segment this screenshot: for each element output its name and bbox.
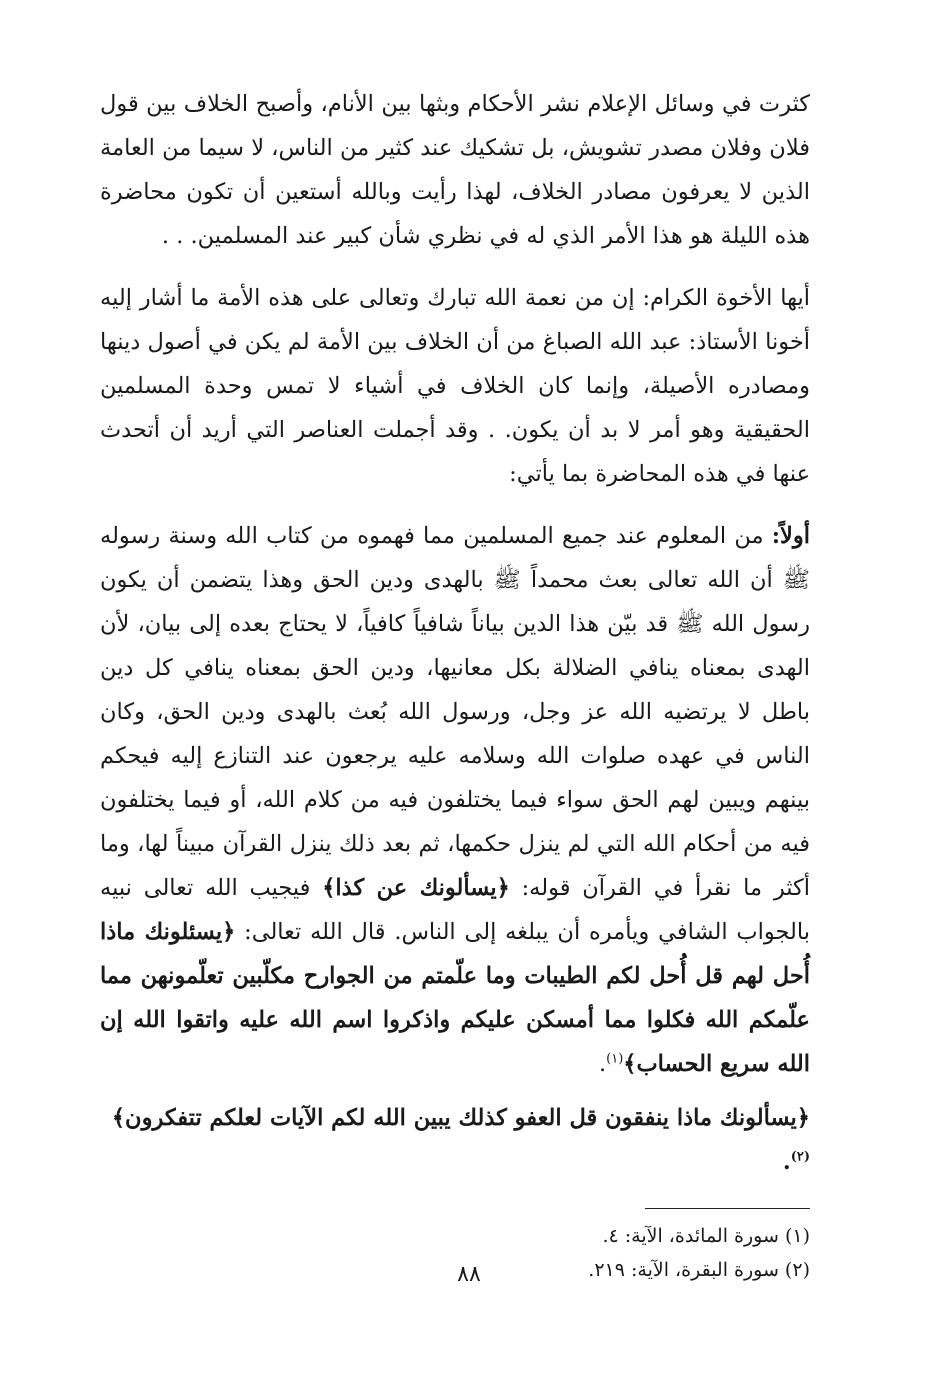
quran-quote-short: ﴿يسألونك عن كذا﴾ <box>322 875 510 901</box>
quran-quote-baqarah-text: ﴿يسألونك ماذا ينفقون قل العفو كذلك يبين الله لكم الآيات لعلكم تتفكرون﴾ <box>111 1105 810 1131</box>
verse-end: . <box>782 1149 791 1175</box>
quran-quote-maidah: ﴿يسئلونك ماذا أُحل لهم قل أُحل لكم الطيبات وما علّمتم من الجوارح مكلّبين تعلّمونهن مما علّمكم الله فكلوا مما أمسكن عليكم واذكروا اسم الله عليه واتقوا الله إن الله سريع الحساب﴾ <box>100 919 810 1077</box>
footnote-ref-2: (٢) <box>790 1149 810 1165</box>
page-number: ٨٨ <box>457 1262 481 1287</box>
paragraph-address-text: أيها الأخوة الكرام: إن من نعمة الله تبارك وتعالى على هذه الأمة ما أشار إليه أخونا الأستاذ: عبد الله الصباغ من أن الخلاف بين الأمة لم يكن في أصول دينها ومصادره الأصيلة، وإنما كان الخلاف في أشياء لا تمس وحدة المسلمين الحقيقية وهو أمر لا بد أن يكون. . وقد أجملت العناصر التي أريد أن أتحدث عنها في هذه المحاضرة بما يأتي: <box>100 285 810 487</box>
footnote-ref-1: (١) <box>606 1051 624 1067</box>
paragraph-intro-text: كثرت في وسائل الإعلام نشر الأحكام وبثها بين الأنام، وأصبح الخلاف بين قول فلان وفلان مصدر تشويش، بل تشكيك عند كثير من الناس، لا سيما من العامة الذين لا يعرفون مصادر الخلاف، لهذا رأيت وبالله أستعين أن تكون محاضرة هذه الليلة هو هذا الأمر الذي له في نظري شأن كبير عند المسلمين. . . <box>100 91 810 249</box>
first-point-lead: أولاً: <box>771 523 810 549</box>
paragraph-address <box>100 276 810 496</box>
paragraph-first-point <box>100 514 810 1086</box>
paragraph-intro <box>100 82 810 258</box>
footnote-divider <box>645 1208 810 1209</box>
footnote-1: (١) سورة المائدة، الآية: ٤. <box>602 1225 810 1247</box>
first-point-text-2: فيجيب الله تعالى نبيه بالجواب الشافي ويأمره أن يبلغه إلى الناس. قال الله تعالى: <box>100 875 810 945</box>
first-point-end: . <box>598 1051 607 1077</box>
first-point-text-1: من المعلوم عند جميع المسلمين مما فهموه من كتاب الله وسنة رسوله ﷺ أن الله تعالى بعث محمداً ﷺ بالهدى ودين الحق وهذا يتضمن أن يكون رسول الله ﷺ قد بيّن هذا الدين بياناً شافياً كافياً، لا يحتاج بعده إلى بيان، لأن الهدى بمعناه ينافي الضلالة بكل معانيها، ودين الحق بمعناه ينافي كل دين باطل لا يرتضيه الله عز وجل، ورسول الله بُعث بالهدى ودين الحق، وكان الناس في عهده صلوات الله وسلامه عليه يرجعون عند التنازع إليه فيحكم بينهم ويبين لهم الحق سواء فيما يختلفون فيه من كلام الله، أو فيما يختلفون فيه من أحكام الله التي لم ينزل حكمها، ثم بعد ذلك ينزل القرآن مبيناً لها، وما أكثر ما نقرأ في القرآن قوله: <box>100 523 810 901</box>
footnote-2: (٢) سورة البقرة، الآية: ٢١٩. <box>588 1259 810 1281</box>
quran-quote-baqarah <box>100 1096 810 1184</box>
